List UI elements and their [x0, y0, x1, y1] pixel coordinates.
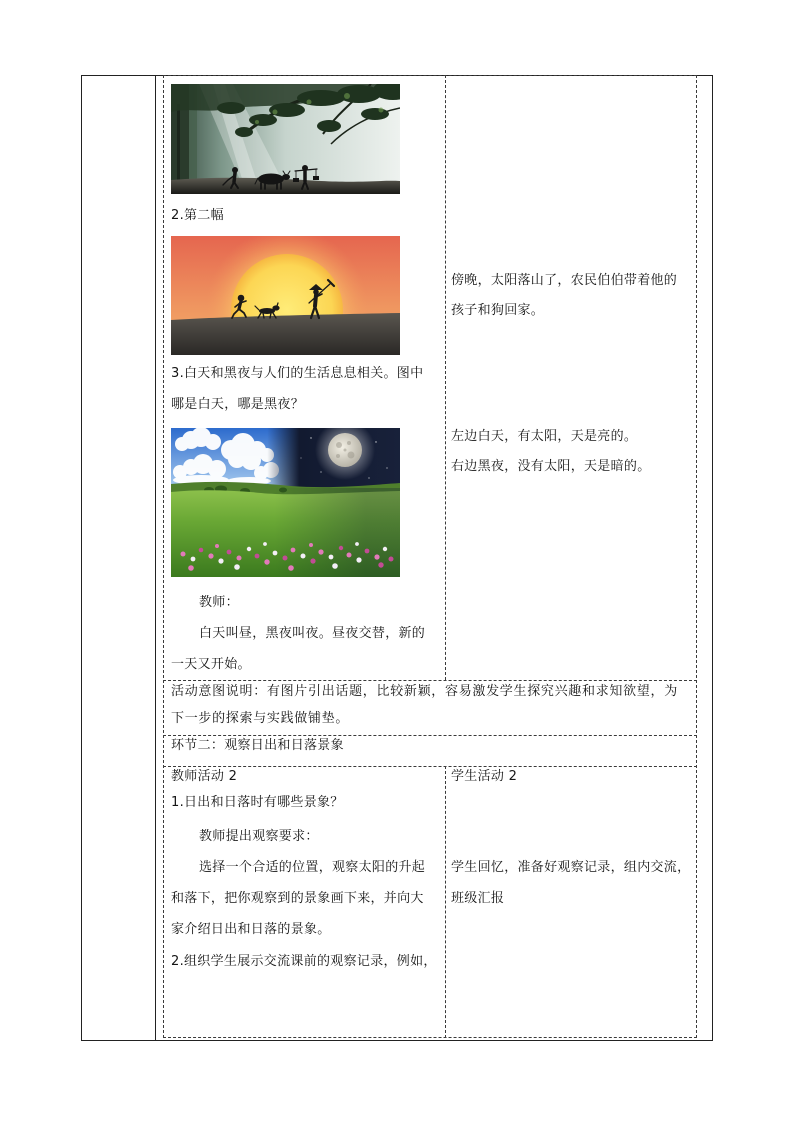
student-answer-sunset-line-2: 孩子和狗回家。 [451, 303, 545, 318]
ground [171, 313, 400, 355]
student-activity-2-line-1: 学生回忆，准备好观察记录，组内交流， [451, 860, 691, 875]
student-answer-sunset-line-1: 傍晚，太阳落山了，农民伯伯带着他的 [451, 273, 678, 288]
question-3-line-1: 3.白天和黑夜与人们的生活息息相关。图中 [171, 366, 424, 381]
row-divider-intent [163, 680, 697, 681]
teacher-activity-2-line-6: 2.组织学生展示交流课前的观察记录，例如， [171, 954, 437, 969]
section-2-title: 环节二：观察日出和日落景象 [171, 738, 344, 753]
night-shade [171, 488, 400, 577]
student-answer-night: 右边黑夜，没有太阳，天是暗的。 [451, 459, 651, 474]
row-divider-activity-2 [163, 766, 697, 767]
intent-note-line-2: 下一步的探索与实践做铺垫。 [171, 711, 350, 726]
intent-note-line-1: 活动意图说明：有图片引出话题，比较新颖，容易激发学生探究兴趣和求知欲望，为 [171, 684, 678, 699]
teacher-activity-2-heading: 教师活动 2 [171, 769, 238, 784]
day-night-photo [171, 428, 400, 577]
figure-2-caption: 2.第二幅 [171, 208, 224, 223]
teacher-explanation-line-2: 一天又开始。 [171, 657, 251, 672]
student-activity-2-heading: 学生活动 2 [451, 769, 518, 784]
farmers-morning-photo [171, 84, 400, 194]
teacher-label: 教师： [199, 595, 239, 610]
inner-column-divider-bottom [445, 766, 446, 1038]
teacher-explanation-line-1: 白天叫昼，黑夜叫夜。昼夜交替，新的 [199, 626, 426, 641]
teacher-activity-2-line-1: 1.日出和日落时有哪些景象？ [171, 795, 344, 810]
row-divider-section [163, 735, 697, 736]
sunset-family-photo [171, 236, 400, 355]
question-3-line-2: 哪是白天，哪是黑夜？ [171, 397, 305, 412]
student-activity-2-line-2: 班级汇报 [451, 891, 505, 906]
teacher-activity-2-line-5: 家介绍日出和日落的景象。 [171, 922, 331, 937]
moon [328, 433, 362, 467]
student-answer-day: 左边白天，有太阳，天是亮的。 [451, 429, 638, 444]
teacher-activity-2-line-3: 选择一个合适的位置，观察太阳的升起 [199, 860, 426, 875]
teacher-activity-2-line-4: 和落下，把你观察到的景象画下来，并向大 [171, 891, 424, 906]
inner-column-divider-top [445, 75, 446, 680]
outer-column-divider [155, 75, 156, 1041]
teacher-activity-2-line-2: 教师提出观察要求： [199, 829, 319, 844]
